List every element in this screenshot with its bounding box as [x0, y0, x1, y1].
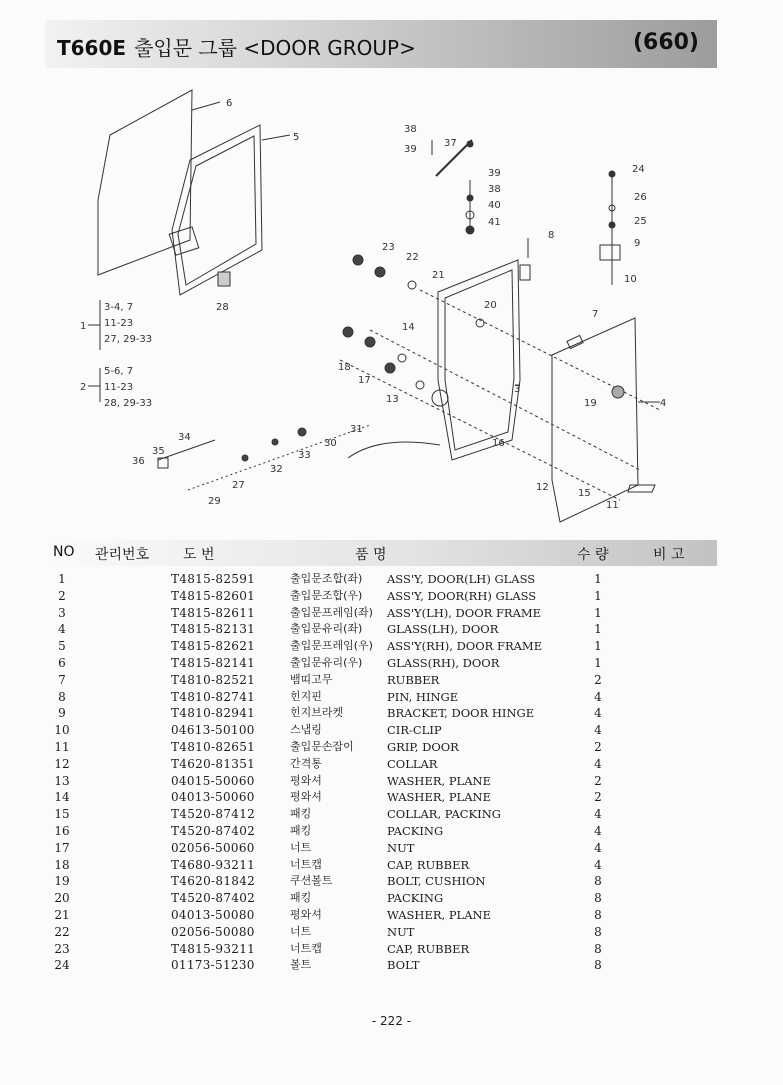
callout-9: 9 — [634, 238, 641, 249]
cell-name-korean: 힌지브라켓 — [290, 706, 344, 720]
cell-name-english: ASS'Y, DOOR(LH) GLASS — [387, 572, 536, 586]
cell-name-korean: 힌지핀 — [290, 689, 322, 703]
header-remarks: 비 고 — [653, 547, 685, 563]
cell-no: 22 — [54, 924, 70, 939]
cell-name-english: PIN, HINGE — [387, 689, 459, 704]
cell-name-korean: 패킹 — [290, 807, 312, 821]
group-2-line-2: 11-23 — [104, 382, 134, 393]
cell-name-korean: 출입문유리(좌) — [290, 622, 363, 636]
callout-17: 17 — [358, 375, 371, 386]
cell-part-number: 04015-50060 — [171, 773, 255, 788]
cell-quantity: 4 — [594, 807, 602, 822]
cell-part-number: T4815-82601 — [171, 588, 256, 603]
callout-4: 4 — [660, 398, 667, 409]
callout-3: 3 — [514, 384, 521, 395]
cell-no: 17 — [54, 840, 70, 855]
cell-part-number: 02056-50060 — [171, 840, 255, 855]
table-row — [45, 638, 717, 655]
callout-12: 12 — [536, 482, 549, 493]
group-1-line-2: 11-23 — [104, 318, 134, 329]
cell-name-korean: 간격통 — [290, 756, 322, 770]
page-code: (660) — [632, 30, 699, 55]
cell-name-korean: 평와셔 — [290, 907, 322, 921]
table-row — [45, 823, 717, 840]
cell-name-korean: 너트 — [290, 924, 312, 938]
cell-no: 23 — [54, 941, 70, 956]
callout-35: 35 — [152, 446, 165, 457]
cell-no: 3 — [58, 605, 66, 620]
cell-name-english: RUBBER — [387, 672, 440, 687]
cell-name-english: ASS'Y(LH), DOOR FRAME — [387, 605, 542, 620]
model-code: T660E — [57, 36, 127, 60]
cell-quantity: 4 — [594, 689, 602, 704]
callout-28: 28 — [216, 302, 229, 313]
callout-22: 22 — [406, 252, 419, 263]
cell-part-number: T4810-82941 — [171, 706, 256, 721]
cell-quantity: 1 — [594, 588, 602, 603]
cell-no: 15 — [54, 807, 70, 822]
callout-41: 41 — [488, 217, 501, 228]
cell-part-number: T4815-82591 — [171, 572, 256, 586]
cell-name-english: ASS'Y, DOOR(RH) GLASS — [387, 588, 537, 603]
callout-8: 8 — [548, 230, 555, 241]
cell-no: 5 — [58, 639, 66, 654]
cell-part-number: T4520-87402 — [171, 823, 256, 838]
cell-quantity: 8 — [594, 907, 602, 922]
cell-no: 4 — [58, 622, 66, 637]
cell-quantity: 8 — [594, 891, 602, 906]
callout-10: 10 — [624, 274, 637, 285]
callout-11: 11 — [606, 500, 619, 511]
header-no: NO — [53, 544, 75, 560]
cell-no: 20 — [54, 891, 70, 906]
cell-name-english: WASHER, PLANE — [387, 907, 491, 922]
table-row — [45, 957, 717, 974]
cell-quantity: 4 — [594, 723, 602, 738]
cell-name-english: BOLT, CUSHION — [387, 874, 486, 889]
callout-27: 27 — [232, 480, 245, 491]
callout-13: 13 — [386, 394, 399, 405]
table-row — [45, 924, 717, 941]
cell-name-english: NUT — [387, 924, 415, 939]
cell-name-korean: 너트캡 — [290, 857, 322, 871]
cell-part-number: T4815-82141 — [171, 655, 256, 670]
group-1-line-3: 27, 29-33 — [104, 334, 153, 345]
table-row — [45, 806, 717, 823]
table-row — [45, 621, 717, 638]
cell-part-number: T4815-82611 — [171, 605, 256, 620]
cell-name-english: BRACKET, DOOR HINGE — [387, 706, 535, 721]
cell-name-english: COLLAR, PACKING — [387, 807, 501, 822]
cell-quantity: 4 — [594, 840, 602, 855]
callout-5: 5 — [293, 132, 300, 143]
cell-no: 14 — [54, 790, 70, 805]
door-frame-lh — [438, 260, 520, 460]
header-part-name: 품 명 — [355, 547, 387, 563]
header-mgmt-number: 관리번호 — [95, 547, 150, 563]
cell-part-number: T4810-82741 — [171, 689, 256, 704]
cell-part-number: T4620-81842 — [171, 874, 256, 889]
table-row — [45, 773, 717, 790]
cell-no: 7 — [58, 672, 66, 687]
cell-name-english: CAP, RUBBER — [387, 857, 470, 872]
table-row — [45, 672, 717, 689]
cell-quantity: 1 — [594, 622, 602, 637]
cell-part-number: T4815-82131 — [171, 622, 256, 637]
part-28 — [218, 272, 230, 286]
cell-name-english: ASS'Y(RH), DOOR FRAME — [387, 639, 543, 654]
cell-name-english: COLLAR — [387, 756, 438, 771]
glass-panel-lh — [552, 318, 638, 522]
cell-no: 21 — [54, 907, 70, 922]
table-row — [45, 722, 717, 739]
cell-name-korean: 출입문조합(우) — [290, 588, 363, 602]
cell-name-korean: 평와셔 — [290, 790, 322, 804]
cell-quantity: 8 — [594, 874, 602, 889]
cell-part-number: T4815-82621 — [171, 639, 256, 654]
cell-name-korean: 출입문유리(우) — [290, 655, 363, 669]
cell-name-korean: 볼트 — [290, 958, 312, 972]
callout-24: 24 — [632, 164, 645, 175]
cell-no: 1 — [58, 572, 66, 586]
cell-quantity: 8 — [594, 958, 602, 973]
cell-quantity: 1 — [594, 572, 602, 586]
cell-name-english: NUT — [387, 840, 415, 855]
table-row — [45, 873, 717, 890]
table-row — [45, 907, 717, 924]
parts-table-header — [45, 540, 717, 566]
cell-name-korean: 너트캡 — [290, 941, 322, 955]
group-1-line-1: 3-4, 7 — [104, 302, 134, 313]
cell-quantity: 1 — [594, 655, 602, 670]
cell-no: 2 — [58, 588, 66, 603]
cell-no: 9 — [58, 706, 66, 721]
callout-14: 14 — [402, 322, 415, 333]
cell-part-number: 04013-50060 — [171, 790, 255, 805]
cell-quantity: 4 — [594, 857, 602, 872]
cell-quantity: 1 — [594, 639, 602, 654]
callout-16: 16 — [492, 438, 505, 449]
header-quantity: 수 량 — [577, 547, 609, 563]
cell-no: 24 — [54, 958, 70, 973]
table-row — [45, 739, 717, 756]
page-title — [57, 32, 416, 61]
callout-19: 19 — [584, 398, 597, 409]
callout-31: 31 — [350, 424, 363, 435]
cell-part-number: 04613-50100 — [171, 723, 255, 738]
cell-name-korean: 뱀띠고무 — [290, 672, 333, 686]
cell-name-korean: 스냅링 — [290, 723, 322, 737]
cell-quantity: 8 — [594, 924, 602, 939]
cell-name-english: CAP, RUBBER — [387, 941, 470, 956]
table-row — [45, 941, 717, 958]
cell-part-number: T4810-82521 — [171, 672, 256, 687]
cell-part-number: T4520-87412 — [171, 807, 256, 822]
cell-name-english: BOLT — [387, 958, 420, 973]
door-frame-rh — [172, 125, 262, 295]
cell-name-english: GLASS(RH), DOOR — [387, 655, 500, 670]
table-row — [45, 705, 717, 722]
callout-40: 40 — [488, 200, 501, 211]
cell-name-english: WASHER, PLANE — [387, 773, 491, 788]
cell-part-number: T4620-81351 — [171, 756, 256, 771]
table-row — [45, 605, 717, 622]
cell-name-korean: 너트 — [290, 840, 312, 854]
cell-quantity: 2 — [594, 773, 602, 788]
callout-30: 30 — [324, 438, 337, 449]
hinge-bracket — [520, 265, 530, 280]
cell-quantity: 2 — [594, 672, 602, 687]
callout-21: 21 — [432, 270, 445, 281]
callout-20: 20 — [484, 300, 497, 311]
cell-quantity: 8 — [594, 941, 602, 956]
cell-no: 13 — [54, 773, 70, 788]
callout-33: 33 — [298, 450, 311, 461]
callout-23: 23 — [382, 242, 395, 253]
parts-table-body — [45, 571, 717, 974]
header-drawing-number: 도 번 — [183, 547, 215, 563]
table-row — [45, 857, 717, 874]
cell-part-number: T4810-82651 — [171, 739, 256, 754]
cell-no: 10 — [54, 723, 70, 738]
cell-quantity: 4 — [594, 823, 602, 838]
cell-part-number: T4680-93211 — [171, 857, 256, 872]
cell-name-korean: 출입문조합(좌) — [290, 572, 363, 585]
cell-quantity: 2 — [594, 790, 602, 805]
table-row — [45, 890, 717, 907]
cell-part-number: T4520-87402 — [171, 891, 256, 906]
table-row — [45, 789, 717, 806]
table-row — [45, 756, 717, 773]
cell-name-english: CIR-CLIP — [387, 723, 442, 738]
cell-name-korean: 패킹 — [290, 823, 312, 837]
cell-name-korean: 쿠션볼트 — [290, 874, 333, 888]
glass-panel-rh — [98, 90, 192, 275]
cell-no: 6 — [58, 655, 66, 670]
callout-37: 37 — [444, 138, 457, 149]
table-row — [45, 655, 717, 672]
cell-no: 12 — [54, 756, 70, 771]
group-2-line-3: 28, 29-33 — [104, 398, 153, 409]
cell-name-english: GLASS(LH), DOOR — [387, 622, 499, 637]
callout-32: 32 — [270, 464, 283, 475]
callout-18: 18 — [338, 362, 351, 373]
cell-quantity: 4 — [594, 706, 602, 721]
cell-name-english: GRIP, DOOR — [387, 739, 459, 754]
callout-29: 29 — [208, 496, 221, 507]
cell-no: 19 — [54, 874, 70, 889]
group-title: 출입문 그룹 <DOOR GROUP> — [134, 36, 416, 60]
cell-name-english: PACKING — [387, 891, 444, 906]
cell-name-korean: 평와셔 — [290, 773, 322, 787]
cell-name-english: WASHER, PLANE — [387, 790, 491, 805]
cell-quantity: 2 — [594, 739, 602, 754]
callout-36: 36 — [132, 456, 145, 467]
table-row — [45, 588, 717, 605]
cell-quantity: 1 — [594, 605, 602, 620]
callout-25: 25 — [634, 216, 647, 227]
cell-part-number: 04013-50080 — [171, 907, 255, 922]
cell-part-number: 02056-50080 — [171, 924, 255, 939]
callout-6: 6 — [226, 98, 233, 109]
cell-no: 16 — [54, 823, 70, 838]
cell-part-number: T4815-93211 — [171, 941, 256, 956]
exploded-parts-diagram — [40, 80, 700, 525]
cell-name-english: PACKING — [387, 823, 444, 838]
callout-34: 34 — [178, 432, 191, 443]
callout-38-top: 38 — [404, 124, 417, 135]
cell-no: 18 — [54, 857, 70, 872]
group-2-line-1: 5-6, 7 — [104, 366, 134, 377]
group-1-number: 1 — [80, 321, 87, 332]
table-row — [45, 689, 717, 706]
table-row — [45, 571, 717, 588]
cell-part-number: 01173-51230 — [171, 958, 255, 973]
cell-name-korean: 출입문프레임(우) — [290, 639, 373, 653]
cell-name-korean: 패킹 — [290, 891, 312, 905]
callout-26: 26 — [634, 192, 647, 203]
callout-38-right: 38 — [488, 184, 501, 195]
cell-name-korean: 출입문프레임(좌) — [290, 605, 373, 619]
callout-39-right: 39 — [488, 168, 501, 179]
page-number: - 222 - — [371, 1014, 412, 1028]
page-header — [45, 20, 717, 68]
cell-name-korean: 출입문손잡이 — [290, 739, 354, 753]
cell-quantity: 4 — [594, 756, 602, 771]
group-2-number: 2 — [80, 382, 87, 393]
callout-15: 15 — [578, 488, 591, 499]
callout-7: 7 — [592, 309, 599, 320]
cell-no: 8 — [58, 689, 66, 704]
cell-no: 11 — [54, 739, 70, 754]
table-row — [45, 840, 717, 857]
callout-39-top: 39 — [404, 144, 417, 155]
